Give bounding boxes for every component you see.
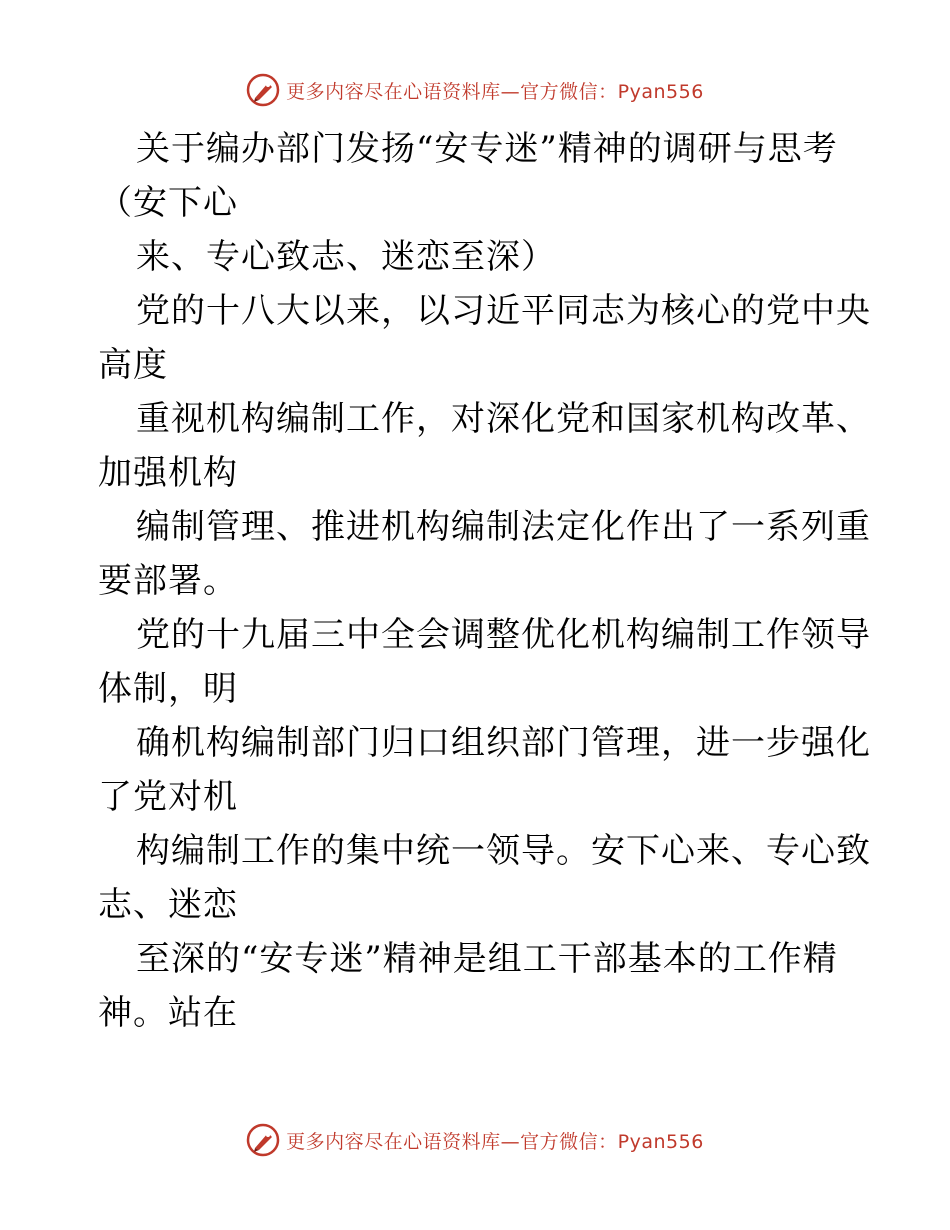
text-line: 高度 xyxy=(98,345,168,385)
text-line: 党的十八大以来，以习近平同志为核心的党中央 xyxy=(136,291,871,331)
pen-nib-logo-icon xyxy=(246,73,280,107)
footer-watermark xyxy=(0,1120,950,1160)
footer-watermark-text: 更多内容尽在心语资料库—官方微信：Pyan556 xyxy=(286,1130,704,1153)
pen-nib-logo-icon xyxy=(246,1123,280,1157)
text-line: 编制管理、推进机构编制法定化作出了一系列重 xyxy=(136,507,871,547)
text-line: 构编制工作的集中统一领导。安下心来、专心致 xyxy=(136,831,871,871)
text-line: 来、专心致志、迷恋至深） xyxy=(136,237,556,277)
text-line: 了党对机 xyxy=(98,777,238,817)
text-line: 重视机构编制工作，对深化党和国家机构改革、 xyxy=(136,399,871,439)
text-line: 确机构编制部门归口组织部门管理，进一步强化 xyxy=(136,723,871,763)
text-line: （安下心 xyxy=(98,183,238,223)
text-line: 关于编办部门发扬“安专迷”精神的调研与思考 xyxy=(136,129,838,169)
text-line: 神。站在 xyxy=(98,993,238,1033)
text-line: 党的十九届三中全会调整优化机构编制工作领导 xyxy=(136,615,871,655)
text-line: 加强机构 xyxy=(98,453,238,493)
header-watermark xyxy=(0,70,950,110)
text-line: 至深的“安专迷”精神是组工干部基本的工作精 xyxy=(136,939,838,979)
header-watermark-text: 更多内容尽在心语资料库—官方微信：Pyan556 xyxy=(286,80,704,103)
text-line: 体制，明 xyxy=(98,669,238,709)
text-line: 志、迷恋 xyxy=(98,885,238,925)
document-body xyxy=(98,122,871,1040)
text-line: 要部署。 xyxy=(98,561,238,601)
